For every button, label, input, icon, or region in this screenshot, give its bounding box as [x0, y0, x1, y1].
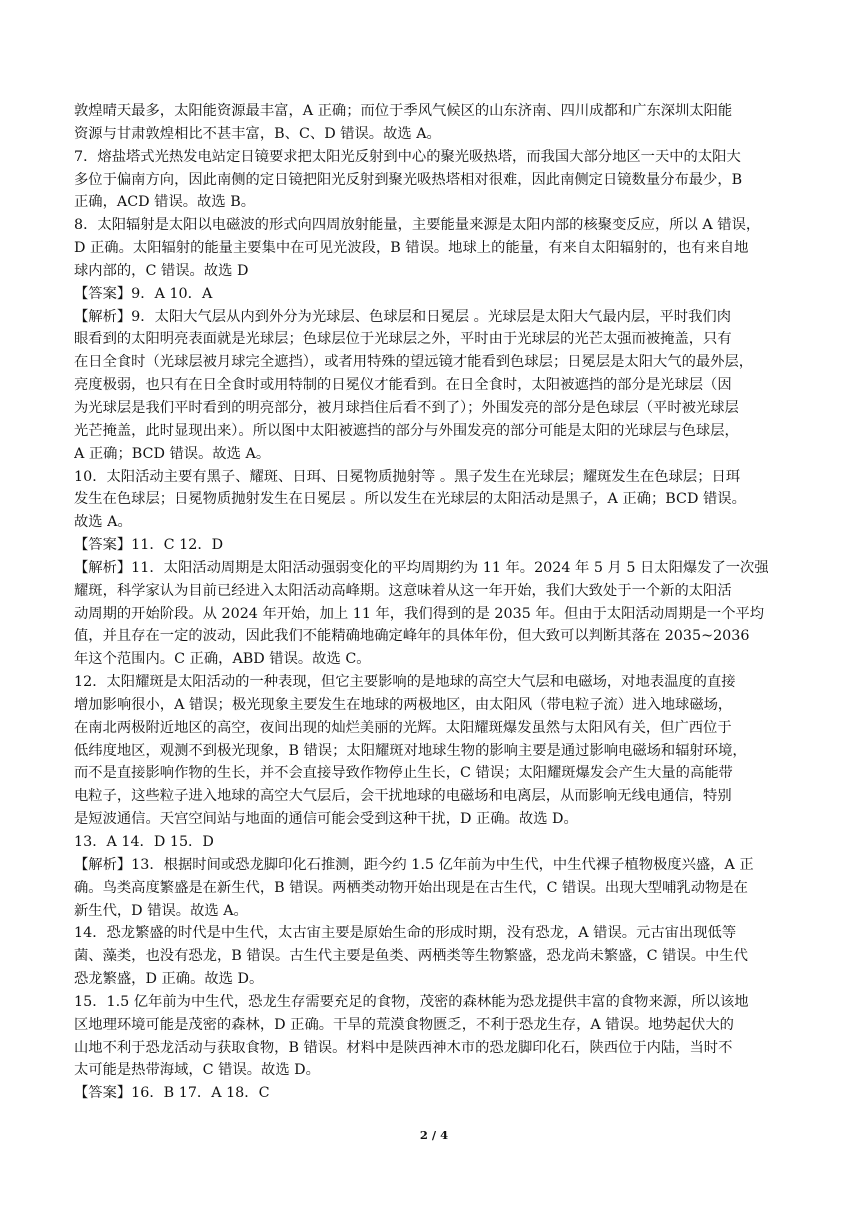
text-line: 眼看到的太阳明亮表面就是光球层；色球层位于光球层之外，平时由于光球层的光芒太强而被掩盖，只有 [74, 331, 732, 348]
text-line: 光芒掩盖，此时显现出来）。所以图中太阳被遮挡的部分与外围发亮的部分可能是太阳的光球层与色球层， [74, 422, 739, 439]
text-line: 是短波通信。天宫空间站与地面的通信可能会受到这种干扰，D 正确。故选 D。 [74, 811, 578, 828]
text-line: 耀斑，科学家认为目前已经进入太阳活动高峰期。这意味着从这一年开始，我们大致处于一个新的太阳活 [74, 582, 732, 599]
text-line: 8．太阳辐射是太阳以电磁波的形式向四周放射能量，主要能量来源是太阳内部的核聚变反应，所以 A 错误， [74, 217, 761, 234]
text-line: 而不是直接影响作物的生长，并不会直接导致作物停止生长，C 错误；太阳耀斑爆发会产生大量的高能带 [74, 765, 733, 782]
text-line: 14．恐龙繁盛的时代是中生代，太古宙主要是原始生命的形成时期，没有恐龙，A 错误。元古宙出现低等 [74, 925, 737, 942]
text-line: 确。鸟类高度繁盛是在新生代，B 错误。两栖类动物开始出现是在古生代，C 错误。出现大型哺乳动物是在 [74, 879, 748, 896]
text-line: 球内部的，C 错误。故选 D [74, 262, 249, 279]
text-line: 山地不利于恐龙活动与获取食物，B 错误。材料中是陕西神木市的恐龙脚印化石，陕西位于内陆，当时不 [74, 1039, 733, 1056]
text-line: 区地理环境可能是茂密的森林，D 正确。干旱的荒漠食物匮乏，不利于恐龙生存，A 错误。地势起伏大的 [74, 1016, 734, 1033]
text-line: 增加影响很小，A 错误；极光现象主要发生在地球的两极地区，由太阳风（带电粒子流）进入地球磁场， [74, 696, 733, 713]
text-line: 【答案】11．C 12．D [74, 537, 224, 554]
text-line: 太可能是热带海域，C 错误。故选 D。 [74, 1062, 320, 1079]
text-line: 10．太阳活动主要有黑子、耀斑、日珥、日冕物质抛射等 。黑子发生在光球层；耀斑发生在色球层；日珥 [74, 468, 741, 485]
text-line: 恐龙繁盛，D 正确。故选 D。 [74, 971, 264, 988]
text-line: 敦煌晴天最多，太阳能资源最丰富，A 正确；而位于季风气候区的山东济南、四川成都和广东深圳太阳能 [74, 103, 733, 119]
text-line: 新生代，D 错误。故选 A。 [74, 902, 248, 919]
text-line: D 正确。太阳辐射的能量主要集中在可见光波段，B 错误。地球上的能量，有来自太阳辐射的，也有来自地 [74, 240, 749, 257]
text-line: 15．1.5 亿年前为中生代，恐龙生存需要充足的食物，茂密的森林能为恐龙提供丰富的食物来源，所以该地 [74, 993, 749, 1010]
text-line: 在日全食时（光球层被月球完全遮挡），或者用特殊的望远镜才能看到色球层；日冕层是太阳大气的最外层， [74, 354, 754, 371]
text-line: 正确，ACD 错误。故选 B。 [74, 194, 255, 211]
text-line: 电粒子，这些粒子进入地球的高空大气层后，会干扰地球的电磁场和电离层，从而影响无线电通信，特别 [74, 788, 732, 805]
document-body [74, 100, 796, 1105]
text-line: 故选 A。 [74, 514, 132, 531]
text-line: 12．太阳耀斑是太阳活动的一种表现，但它主要影响的是地球的高空大气层和电磁场，对地表温度的直接 [74, 674, 736, 691]
text-line: 【解析】13．根据时间或恐龙脚印化石推测，距今约 1.5 亿年前为中生代，中生代裸子植物极度兴盛，A 正 [74, 856, 754, 873]
text-line: 值，并且存在一定的波动，因此我们不能精确地确定峰年的具体年份，但大致可以判断其落在 2035~2036 [74, 628, 750, 645]
text-line: 低纬度地区，观测不到极光现象，B 错误；太阳耀斑对地球生物的影响主要是通过影响电磁场和辐射环境， [74, 742, 747, 759]
text-line: A 正确；BCD 错误。故选 A。 [74, 445, 271, 462]
text-line: 【解析】11．太阳活动周期是太阳活动强弱变化的平均周期约为 11 年。2024 年 5 月 5 日太阳爆发了一次强 [74, 559, 769, 576]
text-line: 为光球层是我们平时看到的明亮部分，被月球挡住后看不到了）；外围发亮的部分是色球层（平时被光球层 [74, 399, 739, 416]
text-line: 菌、藻类，也没有恐龙，B 错误。古生代主要是鱼类、两栖类等生物繁盛，恐龙尚未繁盛，C 错误。中生代 [74, 948, 748, 965]
text-line: 年这个范围内。C 正确，ABD 错误。故选 C。 [74, 651, 371, 668]
text-line: 在南北两极附近地区的高空，夜间出现的灿烂美丽的光辉。太阳耀斑爆发虽然与太阳风有关，但广西位于 [74, 719, 732, 736]
text-line: 资源与甘肃敦煌相比不甚丰富，B、C、D 错误。故选 A。 [74, 125, 441, 142]
page-number: 2 / 4 [419, 1128, 449, 1142]
text-line: 【答案】16．B 17．A 18．C [74, 1085, 270, 1102]
text-line: 动周期的开始阶段。从 2024 年开始，加上 11 年，我们得到的是 2035 年。但由于太阳活动周期是一个平均 [74, 605, 765, 622]
text-line: 亮度极弱，也只有在日全食时或用特制的日冕仪才能看到。在日全食时，太阳被遮挡的部分是光球层（因 [74, 377, 732, 394]
text-line: 发生在色球层；日冕物质抛射发生在日冕层 。所以发生在光球层的太阳活动是黑子，A 正确；BCD 错误。 [74, 491, 746, 508]
text-line: 13．A 14．D 15．D [74, 834, 214, 850]
text-line: 【答案】9．A 10．A [74, 285, 213, 302]
text-line: 多位于偏南方向，因此南侧的定日镜把阳光反射到聚光吸热塔相对很难，因此南侧定日镜数量分布最少，B [74, 171, 743, 188]
text-line: 7．熔盐塔式光热发电站定日镜要求把太阳光反射到中心的聚光吸热塔，而我国大部分地区一天中的太阳大 [74, 148, 741, 165]
text-line: 【解析】9．太阳大气层从内到外分为光球层、色球层和日冕层 。光球层是太阳大气最内层，平时我们肉 [74, 308, 731, 325]
